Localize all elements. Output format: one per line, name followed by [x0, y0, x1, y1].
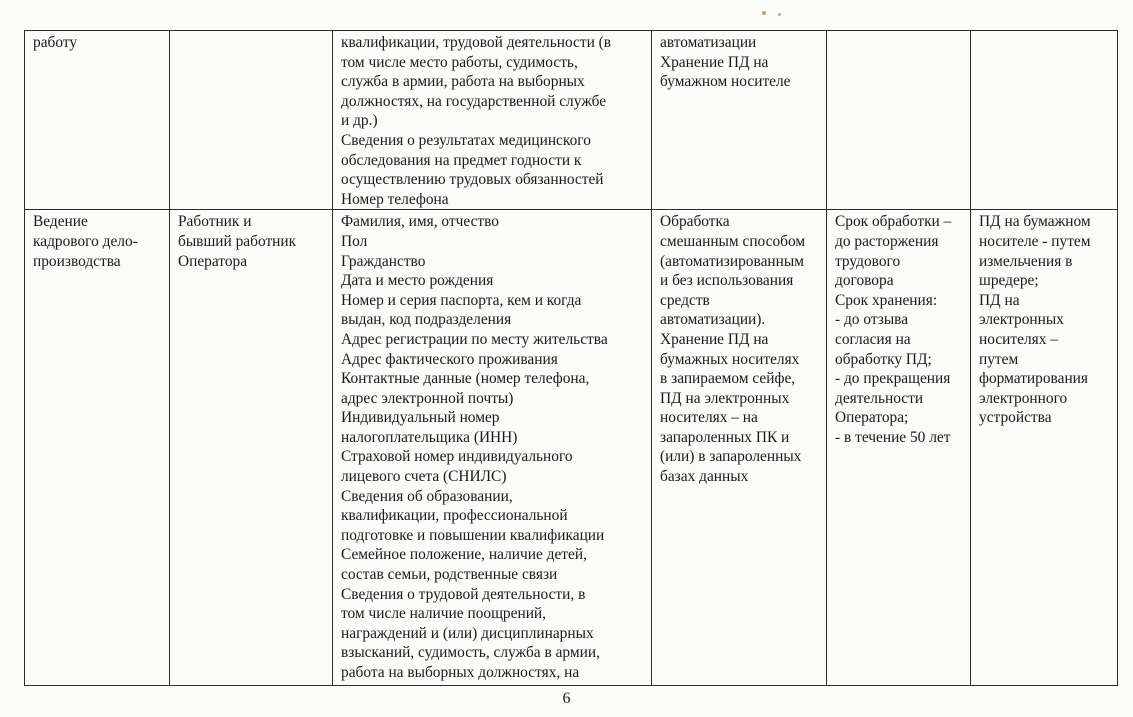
text-line: осуществлению трудовых обязанностей [341, 171, 604, 189]
text-line: - в течение 50 лет [835, 428, 951, 446]
cell-destruction [971, 31, 1118, 210]
text-line: Индивидуальный номер [341, 409, 500, 427]
text-line: бумажном носителе [660, 73, 791, 91]
text-line: адрес электронной почты) [341, 389, 514, 407]
cell-method [652, 31, 827, 210]
cell-subjects [170, 31, 333, 210]
cell-method [652, 210, 827, 686]
text-line: согласия на [835, 330, 911, 348]
cell-destruction [971, 210, 1118, 686]
text-line: бумажных носителях [660, 350, 800, 368]
text-line: Срок обработки – [835, 213, 952, 231]
text-line: Дата и место рождения [341, 272, 494, 290]
text-line: смешанным способом [660, 232, 806, 250]
text-line: Страховой номер индивидуального [341, 448, 573, 466]
text-line: лицевого счета (СНИЛС) [341, 468, 507, 486]
text-line: Оператора [178, 252, 248, 270]
cell-data-list [333, 31, 652, 210]
text-line: Обработка [660, 213, 730, 231]
text-line: кадрового дело- [33, 232, 138, 250]
cell-data-list [333, 210, 652, 686]
text-line: ПД на [979, 291, 1020, 309]
text-line: производства [33, 252, 121, 270]
text-line: путем [979, 350, 1019, 368]
cell-terms [827, 31, 971, 210]
text-line: Срок хранения: [835, 291, 938, 309]
scan-speck [762, 11, 766, 15]
text-line: служба в армии, работа на выборных [341, 73, 585, 91]
text-line: подготовке и повышении квалификации [341, 526, 605, 544]
text-line: до расторжения [835, 232, 939, 250]
text-line: - до отзыва [835, 311, 909, 329]
text-line: автоматизации). [660, 311, 766, 329]
text-line: - до прекращения [835, 370, 951, 388]
text-line: форматирования [979, 370, 1088, 388]
text-line: Сведения о трудовой деятельности, в [341, 585, 586, 603]
text-line: Работник и [178, 213, 252, 231]
text-line: Номер телефона [341, 190, 449, 208]
text-line: ПД на электронных [660, 389, 790, 407]
text-line: Адрес регистрации по месту жительства [341, 330, 608, 348]
text-line: носителях – [979, 330, 1058, 348]
text-line: Хранение ПД на [660, 330, 769, 348]
text-line: Хранение ПД на [660, 53, 769, 71]
text-line: автоматизации [660, 34, 757, 51]
text-line: носителях – на [660, 409, 758, 427]
text-line: том числе место работы, судимость, [341, 53, 578, 71]
text-line: состав семьи, родственные связи [341, 566, 558, 584]
text-line: награждений и (или) дисциплинарных [341, 624, 594, 642]
cell-subjects [170, 210, 333, 686]
text-line: измельчения в [979, 252, 1073, 270]
text-line: устройства [979, 409, 1052, 427]
text-line: электронных [979, 311, 1064, 329]
text-line: Контактные данные (номер телефона, [341, 370, 590, 388]
text-line: квалификации, профессиональной [341, 507, 568, 525]
text-line: ПД на бумажном [979, 213, 1091, 231]
cell-process [25, 31, 170, 210]
text-line: взысканий, судимость, служба в армии, [341, 644, 600, 662]
text-line: Ведение [33, 213, 88, 231]
personal-data-table [24, 30, 1118, 686]
text-line: средств [660, 291, 710, 309]
text-line: бывший работник [178, 232, 297, 250]
text-line: (автоматизированным [660, 252, 804, 270]
text-line: работу [33, 34, 78, 51]
text-line: и без использования [660, 272, 794, 290]
text-line: том числе наличие поощрений, [341, 605, 547, 623]
text-line: электронного [979, 389, 1068, 407]
text-line: выдан, код подразделения [341, 311, 512, 329]
text-line: трудового [835, 252, 901, 270]
text-line: шредере; [979, 272, 1039, 290]
text-line: базах данных [660, 468, 749, 486]
text-line: запароленных ПК и [660, 428, 790, 446]
text-line: работа на выборных должностях, на [341, 664, 580, 681]
table-row [25, 210, 1118, 686]
text-line: Номер и серия паспорта, кем и когда [341, 291, 582, 309]
text-line: и др.) [341, 112, 378, 130]
text-line: Оператора; [835, 409, 909, 427]
text-line: в запираемом сейфе, [660, 370, 796, 388]
text-line: Фамилия, имя, отчество [341, 213, 499, 231]
table-row [25, 31, 1118, 210]
text-line: обследования на предмет годности к [341, 151, 582, 169]
page-number: 6 [562, 690, 571, 707]
text-line: (или) в запароленных [660, 448, 802, 466]
text-line: носителе - путем [979, 232, 1091, 250]
scan-speck [778, 13, 781, 16]
text-line: обработку ПД; [835, 350, 932, 368]
text-line: Адрес фактического проживания [341, 350, 558, 368]
text-line: Семейное положение, наличие детей, [341, 546, 587, 564]
text-line: Сведения о результатах медицинского [341, 131, 591, 149]
cell-terms [827, 210, 971, 686]
text-line: деятельности [835, 389, 924, 407]
text-line: должностях, на государственной службе [341, 92, 607, 110]
text-line: квалификации, трудовой деятельности (в [341, 34, 612, 51]
text-line: договора [835, 272, 894, 290]
text-line: Сведения об образовании, [341, 487, 513, 505]
text-line: Пол [341, 232, 368, 250]
text-line: налогоплательщика (ИНН) [341, 428, 518, 446]
text-line: Гражданство [341, 252, 426, 270]
cell-process [25, 210, 170, 686]
